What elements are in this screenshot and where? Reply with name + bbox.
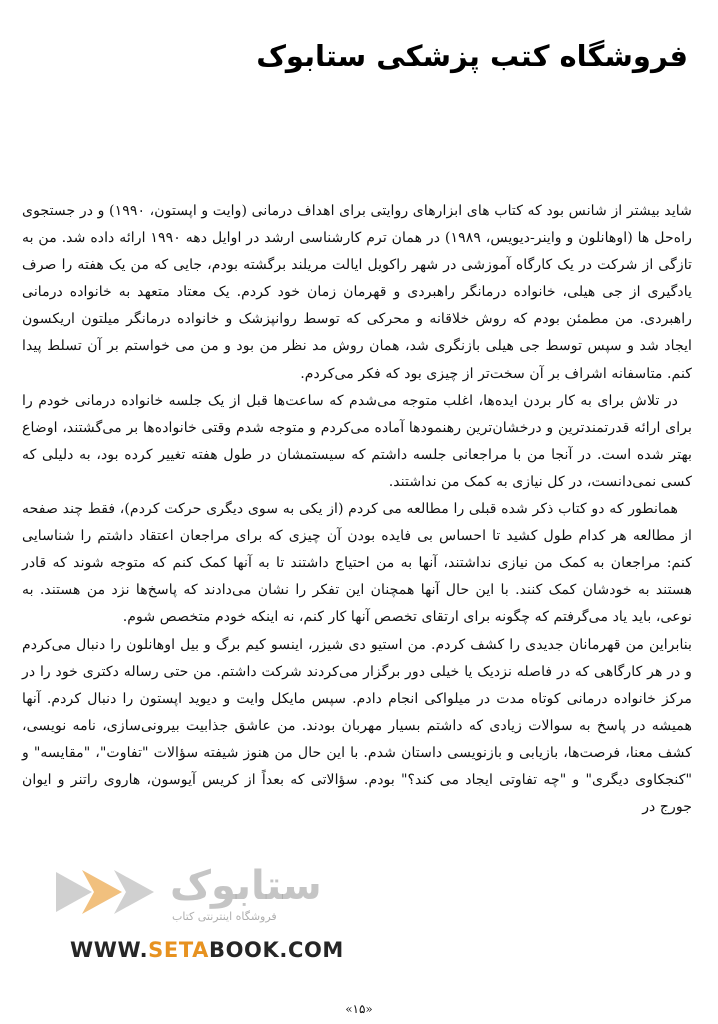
watermark-site-name: ستابوک xyxy=(170,863,322,909)
paragraph: بنابراین من قهرمانان جدیدی را کشف کردم. من استیو دی شیزر، اینسو کیم برگ و بیل اوهانلون را دنبال می‌کردم و در هر کارگاهی که در فاصله نزدیک یا خیلی دور برگزار می‌کردند شرکت داشتم. من حتی رساله دکتری خود را در مرکز خانواده درمانی کوتاه مدت در میلواکی انجام دادم. سپس مایکل وایت و دیوید اپستون را دنبال کردم. آنها همیشه در پاسخ به سوالات زیادی که داشتم بسیار مهربان بودند. من عاشق جذابیت بیرونی‌سازی، نامه نویسی، کشف معنا، فرصت‌ها، بازیابی و بازنویسی داستان شدم. با این حال من هنوز شیفته سؤالات "تفاوت"، "مقایسه" و "کنجکاوی دیگری" و "چه تفاوتی ایجاد می کند؟" بودم. سؤالاتی که بعداً از کریس آیوسون، هاروی راتنر و ایوان جورج در xyxy=(22,636,692,816)
page-number: «۱۵» xyxy=(345,1002,373,1016)
header-brand: فروشگاه کتب پزشکی ستابوک xyxy=(256,39,688,73)
paragraph: شاید بیشتر از شانس بود که کتاب های ابزارهای روایتی برای اهداف درمانی (وایت و اپستون، ۱۹۹۰) و در جستجوی راه‌حل ها (اوهانلون و واینر-دیویس، ۱۹۸۹) در همان ترم کارشناسی ارشد در اوایل دهه ۱۹۹۰ ارائه داده شد. من به تازگی از شرکت در یک کارگاه آموزشی در شهر راکویل ایالت مریلند برگشته بودم، جایی که من یک هفته را صرف یادگیری از جی هیلی، خانواده درمانگر راهبردی و قهرمان زمان خود کردم. یک معتاد متعهد به خانواده درمانی راهبردی. من مطمئن بودم که روش خلاقانه و محرکی که توسط روانپزشک و خانواده درمانگر میلتون اریکسون ایجاد شد و سپس توسط جی هیلی بازنگری شد، همان روش مد نظر من بود و من می خواستم بر آن تسلط پیدا کنم. متاسفانه اشراف بر آن سخت‌تر از چیزی بود که فکر می‌کردم. xyxy=(22,203,692,382)
watermark-url-suffix: BOOK.COM xyxy=(208,938,344,962)
watermark-url-prefix: WWW. xyxy=(70,938,149,962)
watermark-url-accent: SETA xyxy=(148,938,209,962)
setabook-logo-icon xyxy=(52,862,162,922)
watermark-url xyxy=(70,938,344,962)
paragraph: همانطور که دو کتاب ذکر شده قبلی را مطالعه می کردم (از یکی به سوی دیگری حرکت کردم)، فقط چند صفحه از مطالعه هر کدام طول کشید تا احساس بی فایده بودن آن چیزی که برای مراجعان اعتقاد داشتم را شناسایی کنم: مراجعان به کمک من نیازی نداشتند، آنها به من احتیاج داشتند تا به آنها کمک کنم که متوجه شوند که قادر هستند به خودشان کمک کنند. با این حال آنها همچنان این تفکر را نشان می‌دادند که پاسخ‌ها نزد من هستند. به نوعی، باید یاد می‌گرفتم که چگونه برای ارتقای تخصص آنها کار کنم، نه اینکه خودم متخصص شوم. xyxy=(22,501,692,626)
paragraph: در تلاش برای به کار بردن ایده‌ها، اغلب متوجه می‌شدم که ساعت‌ها قبل از یک جلسه خانواده درمانی خودم را برای ارائه قدرتمندترین و درخشان‌ترین رهنمودها آماده می‌کردم و متوجه شدم وقتی خانواده‌ها بر می‌گشتند، اوضاع بهتر شده است. در آنجا من با مراجعانی جلسه داشتم که سیستمشان در طول هفته تغییر کرده بود، به دلیلی که کسی نمی‌دانست، در کل نیازی به کمک من نداشتند. xyxy=(22,392,692,490)
body-text xyxy=(22,198,692,821)
watermark xyxy=(52,862,382,982)
watermark-subtitle: فروشگاه اینترنتی کتاب xyxy=(172,910,277,923)
